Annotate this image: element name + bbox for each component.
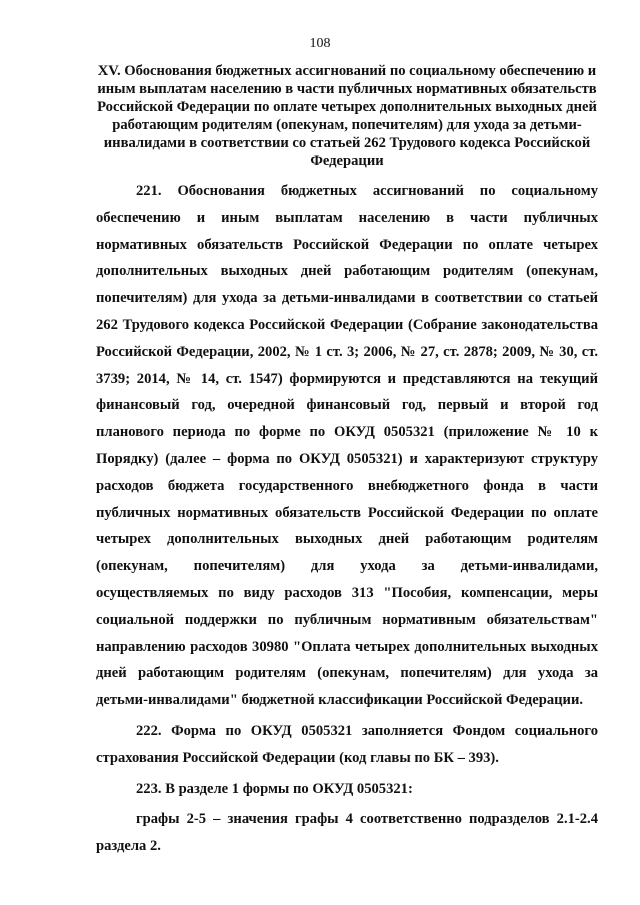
paragraph-221: 221. Обоснования бюджетных ассигнований по социальному обеспечению и иным выплатам населению в части публичных нормативных обязательств Российской Федерации по оплате четырех дополнительных выходных дней работающим родителям (опекунам, попечителям) для ухода за детьми-инвалидами в соответствии со статьей 262 Трудового кодекса Российской Федерации (Собрание законодательства Российской Федерации, 2002, № 1 ст. 3; 2006, № 27, ст. 2878; 2009, № 30, ст. 3739; 2014, № 14, ст. 1547) формируются и представляются на текущий финансовый год, очередной финансовый год, первый и второй год планового периода по форме по ОКУД 0505321 (приложение № 10 к Порядку) (далее – форма по ОКУД 0505321) и характеризуют структуру расходов бюджета государственного внебюджетного фонда в части публичных нормативных обязательств Российской Федерации по оплате четырех дополнительных выходных дней работающим родителям (опекунам, попечителям) для ухода за детьми-инвалидами, осуществляемых по виду расходов 313 "Пособия, компенсации, меры социальной поддержки по публичным нормативным обязательствам" направлению расходов 30980 "Оплата четырех дополнительных выходных дней работающим родителям (опекунам, попечителям) для ухода за детьми-инвалидами" бюджетной классификации Российской Федерации. bbox=[96, 183, 598, 709]
document-body bbox=[96, 178, 598, 864]
paragraph-222: 222. Форма по ОКУД 0505321 заполняется Фондом социального страхования Российской Федерации (код главы по БК – 393). bbox=[96, 722, 598, 766]
section-heading: XV. Обоснования бюджетных ассигнований по социальному обеспечению и иным выплатам населению в части публичных нормативных обязательств Российской Федерации по оплате четырех дополнительных выходных дней работающим родителям (опекунам, попечителям) для ухода за детьми-инвалидами в соответствии со статьей 262 Трудового кодекса Российской Федерации bbox=[97, 63, 597, 169]
paragraph-columns: графы 2-5 – значения графы 4 соответственно подразделов 2.1-2.4 раздела 2. bbox=[96, 811, 598, 855]
paragraph-223: 223. В разделе 1 формы по ОКУД 0505321: bbox=[136, 780, 413, 797]
page-number: 108 bbox=[309, 36, 331, 51]
